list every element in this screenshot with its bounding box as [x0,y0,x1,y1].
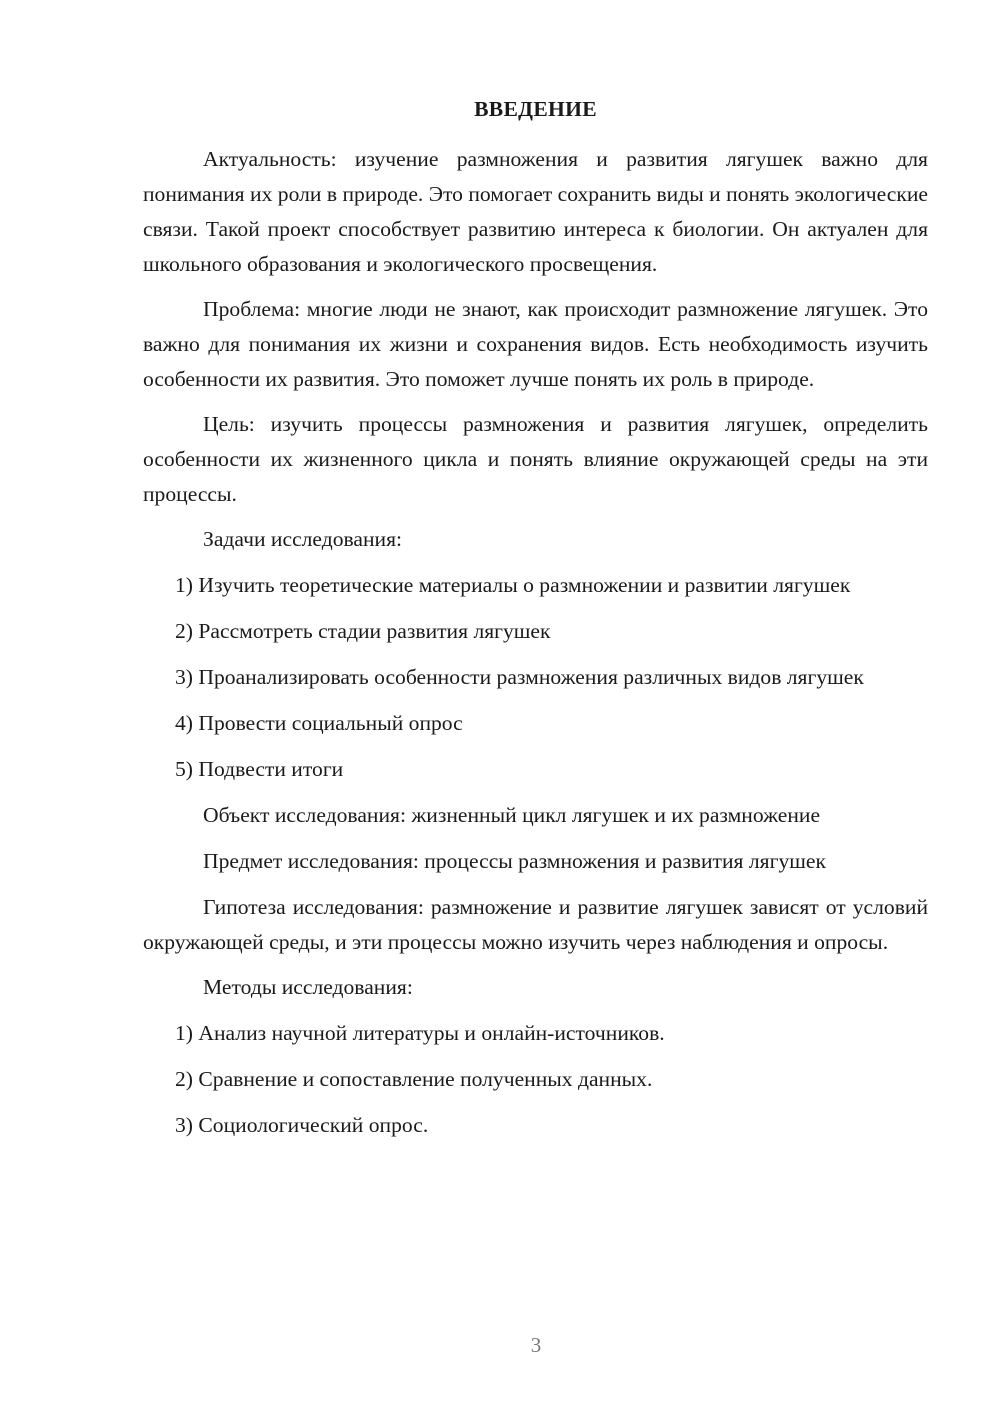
method-item: 1) Анализ научной литературы и онлайн-источников. [175,1021,665,1045]
research-object: Объект исследования: жизненный цикл лягушек и их размножение [203,803,821,827]
task-item: 1) Изучить теоретические материалы о размножении и развитии лягушек [175,573,851,597]
task-item: 5) Подвести итоги [175,757,344,781]
relevance-paragraph: Актуальность: изучение размножения и развития лягушек важно для понимания их роли в природе. Это помогает сохранить виды и понять экологические связи. Такой проект способствует развитию интереса к биологии. Он актуален для школьного образования и экологического просвещения. [143,147,928,276]
document-page [143,92,928,1154]
method-item: 3) Социологический опрос. [175,1113,429,1137]
problem-paragraph: Проблема: многие люди не знают, как происходит размножение лягушек. Это важно для понимания их жизни и сохранения видов. Есть необходимость изучить особенности их развития. Это поможет лучше понять их роль в природе. [143,297,928,391]
tasks-heading: Задачи исследования: [203,527,403,551]
goal-paragraph: Цель: изучить процессы размножения и развития лягушек, определить особенности их жизненного цикла и понять влияние окружающей среды на эти процессы. [143,412,928,506]
methods-heading: Методы исследования: [203,975,413,999]
page-number: 3 [530,1333,542,1357]
task-item: 2) Рассмотреть стадии развития лягушек [175,619,551,643]
task-item: 4) Провести социальный опрос [175,711,463,735]
method-item: 2) Сравнение и сопоставление полученных данных. [175,1067,653,1091]
hypothesis-paragraph: Гипотеза исследования: размножение и развитие лягушек зависят от условий окружающей среды, и эти процессы можно изучить через наблюдения и опросы. [143,895,928,954]
section-title: ВВЕДЕНИЕ [474,97,597,121]
research-subject: Предмет исследования: процессы размножения и развития лягушек [203,849,826,873]
task-item: 3) Проанализировать особенности размножения различных видов лягушек [175,665,864,689]
